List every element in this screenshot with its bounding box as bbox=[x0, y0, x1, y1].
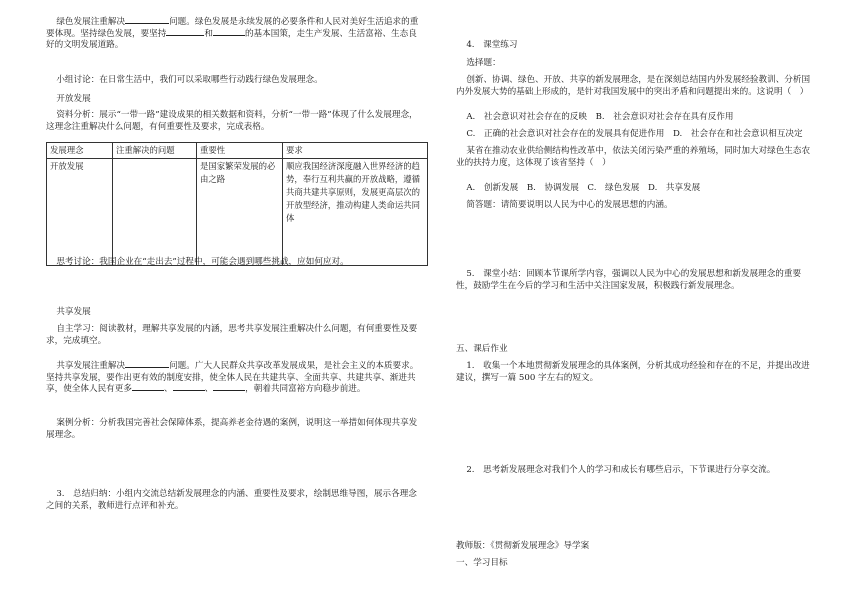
summary-step-3: 3. 总结归纳：小组内交流总结新发展理念的内涵、重要性及要求，绘制思维导图，展示各理念之间的关系，教师进行点评和补充。 bbox=[46, 489, 417, 511]
share-development-paragraph bbox=[46, 361, 424, 396]
fill-blank bbox=[125, 23, 169, 24]
teacher-edition-title: 教师版：《贯彻新发展理念》导学案 bbox=[456, 541, 590, 551]
text-fragment: 问题。广大人民群众共享改革发展成果，是社会主义的本质要求。坚持共享发展，要作出更有效的制度安排，使全体人民在共建共享、全面共享、共建共享、渐进共享，使全体人民有更多 bbox=[46, 361, 419, 395]
table-cell-importance: 是国家繁荣发展的必由之路 bbox=[197, 159, 283, 266]
fill-blank bbox=[132, 390, 164, 391]
open-development-heading: 开放发展 bbox=[56, 94, 91, 104]
question-2-options: A. 创新发展 B. 协调发展 C. 绿色发展 D. 共享发展 bbox=[466, 183, 701, 193]
homework-item-2: 2. 思考新发展理念对我们个人的学习和成长有哪些启示，下节课进行分享交流。 bbox=[466, 465, 776, 475]
table-header-cell: 重要性 bbox=[197, 143, 283, 159]
text-fragment: 、 bbox=[204, 384, 214, 395]
table-row bbox=[47, 159, 428, 266]
summary-step-5: 5. 课堂小结：回顾本节课所学内容，强调以人民为中心的发展思想和新发展理念的重要性，鼓励学生在今后的学习和生活中关注国家发展，积极践行新发展理念。 bbox=[456, 269, 802, 291]
homework-item-1: 1. 收集一个本地贯彻新发展理念的具体案例，分析其成功经验和存在的不足，并提出改进建议，撰写一篇 500 字左右的短文。 bbox=[456, 361, 810, 383]
text-fragment: 和 bbox=[204, 28, 213, 39]
fill-blank bbox=[166, 35, 204, 36]
text-fragment: 问题。绿色发展是永续发展的必要条件和人民对美好生活追求的重要体现。坚持绿色发展，要坚持 bbox=[46, 17, 419, 39]
text-fragment: 绿色发展注重解决 bbox=[56, 17, 126, 27]
table-cell-problem bbox=[113, 159, 197, 266]
case-analysis: 案例分析：分析我国完善社会保障体系，提高养老金待遇的案例，说明这一举措如何体现共享发展理念。 bbox=[46, 418, 418, 440]
share-development-heading: 共享发展 bbox=[56, 307, 91, 317]
table-header-cell: 注重解决的问题 bbox=[113, 143, 197, 159]
question-1: 创新、协调、绿色、开放、共享的新发展理念，是在深刻总结国内外发展经验教训、分析国内外发展大势的基础上形成的，是针对我国发展中的突出矛盾和问题提出来的。这说明（ ） bbox=[456, 75, 811, 97]
table-header-row bbox=[47, 143, 428, 159]
self-study: 自主学习：阅读教材，理解共享发展的内涵，思考共享发展注重解决什么问题，有何重要性及要求，完成填空。 bbox=[46, 324, 418, 346]
learning-goals-heading: 一、学习目标 bbox=[456, 558, 508, 568]
group-discussion: 小组讨论：在日常生活中，我们可以采取哪些行动践行绿色发展理念。 bbox=[56, 75, 323, 85]
choice-label: 选择题： bbox=[466, 58, 501, 68]
short-answer-question: 简答题：请简要说明以人民为中心的发展思想的内涵。 bbox=[466, 200, 673, 210]
text-fragment: 、 bbox=[163, 384, 173, 395]
question-1-option: C. 正确的社会意识对社会存在的发展具有促进作用 D. 社会存在和社会意识相互决定 bbox=[466, 129, 803, 139]
text-fragment: 共享发展注重解决 bbox=[56, 361, 126, 371]
green-development-paragraph bbox=[46, 17, 424, 52]
question-1-option: A. 社会意识对社会存在的反映 B. 社会意识对社会存在具有反作用 bbox=[466, 112, 734, 122]
table-header-cell: 发展理念 bbox=[47, 143, 113, 159]
table-cell-requirement: 顺应我国经济深度融入世界经济的趋势，奉行互利共赢的开放战略，遵循共商共建共享原则，发展更高层次的开放型经济，推动构建人类命运共同体 bbox=[283, 159, 428, 266]
table-cell-concept: 开放发展 bbox=[47, 159, 113, 266]
text-fragment: 的基本国策，走生产发展、生活富裕、生态良好的文明发展道路。 bbox=[46, 28, 417, 51]
fill-blank bbox=[125, 367, 169, 368]
text-fragment: ，朝着共同富裕方向稳步前进。 bbox=[245, 384, 366, 395]
fill-blank bbox=[173, 390, 205, 391]
homework-title: 五、课后作业 bbox=[456, 344, 508, 354]
practice-title: 4. 课堂练习 bbox=[466, 40, 518, 50]
development-concept-table bbox=[46, 142, 428, 266]
fill-blank bbox=[213, 390, 245, 391]
fill-blank bbox=[213, 35, 245, 36]
think-discussion: 思考讨论：我国企业在“走出去”过程中，可能会遇到哪些挑战，应如何应对。 bbox=[56, 257, 349, 267]
table-header-cell: 要求 bbox=[283, 143, 428, 159]
question-2: 某省在推动农业供给侧结构性改革中，依法关闭污染严重的养殖场，同时加大对绿色生态农业的扶持力度，这体现了该省坚持（ ） bbox=[456, 146, 811, 168]
material-analysis: 资料分析：展示“一带一路”建设成果的相关数据和资料，分析“一带一路”体现了什么发展理念，这理念注重解决什么问题，有何重要性及要求，完成表格。 bbox=[46, 110, 418, 132]
